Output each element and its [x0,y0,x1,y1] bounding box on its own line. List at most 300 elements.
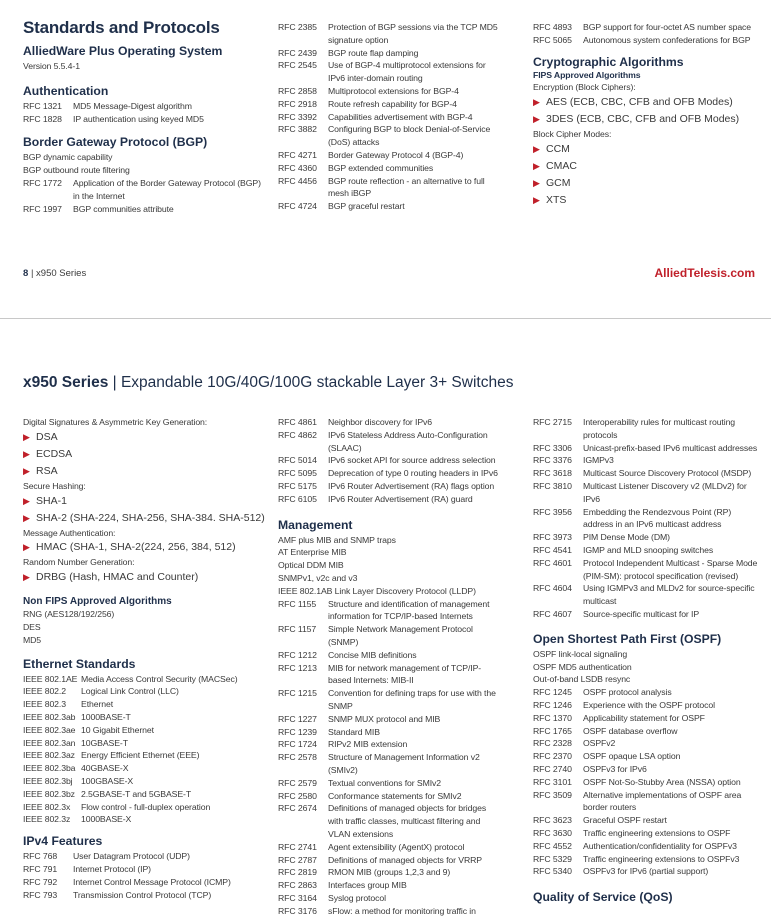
standard-row [23,711,268,724]
standard-text: 1000BASE-X [81,814,132,825]
standard-code: RFC 3164 [278,892,317,903]
standard-row [533,865,763,878]
standard-code: RFC 3973 [533,532,572,543]
standard-text: Unicast-prefix-based IPv6 multicast addresses [583,442,758,453]
standard-code: RFC 1212 [278,649,317,660]
series-subtitle: | Expandable 10G/40G/100G stackable Layer 3+ Switches [108,374,514,391]
standard-text: User Datagram Protocol (UDP) [73,851,190,862]
standard-row [278,59,498,85]
standard-row [278,85,498,98]
standard-text: Embedding the Rendezvous Point (RP) address in an IPv6 multicast address [583,506,732,530]
text-line: Optical DDM MIB [278,560,344,571]
hash-label: Secure Hashing: [23,480,86,491]
standard-text: BGP support for four-octet AS number space [583,22,752,32]
standard-code: RFC 5014 [278,455,317,466]
standard-code: RFC 1215 [278,688,317,699]
standard-text: Internet Protocol (IP) [73,863,151,874]
standard-code: RFC 1997 [23,203,62,214]
bullet-item [533,111,763,128]
standard-code: RFC 2580 [278,790,317,801]
standard-code: RFC 3810 [533,480,572,491]
qos-heading: Quality of Service (QoS) [533,890,673,905]
page2-col-mid [278,416,503,917]
standard-row [533,814,763,827]
standard-row [278,454,503,467]
page1-col-right [533,21,763,209]
standard-text: Conformance statements for SMIv2 [328,790,462,801]
standard-text: 100GBASE-X [81,775,134,786]
standard-code: RFC 1765 [533,725,572,736]
standard-code: RFC 4456 [278,175,317,186]
standard-code: RFC 5065 [533,34,572,45]
text-line: OSPF link-local signaling [533,648,628,659]
page1-col-mid [278,21,498,213]
standard-row [278,416,503,429]
ospf-list [533,686,763,878]
standard-row [533,416,763,442]
bullet-item [23,510,268,527]
bullet-item [23,463,268,480]
standard-code: RFC 3623 [533,815,572,826]
standard-row [278,98,498,111]
mgmt-list [278,598,503,917]
standard-code: RFC 2370 [533,751,572,762]
standard-row [278,123,498,149]
standard-code: RFC 2578 [278,752,317,763]
standard-row [278,649,503,662]
standard-code: RFC 1157 [278,624,317,635]
standard-code: RFC 2819 [278,867,317,878]
standard-text: Traffic engineering extensions to OSPF [583,827,731,838]
standard-row [278,905,503,917]
standard-row [23,737,268,750]
bullet-text: ECDSA [36,447,73,460]
standard-code: RFC 4541 [533,544,572,555]
standard-row [278,47,498,60]
standard-code: IEEE 802.3ae [23,724,76,735]
standard-text: IPv6 Router Advertisement (RA) guard [328,493,473,504]
standard-text: BGP extended communities [328,162,434,173]
standard-text: RMON MIB (groups 1,2,3 and 9) [328,867,451,878]
standard-text: OSPF Not-So-Stubby Area (NSSA) option [583,776,741,787]
standards-title: Standards and Protocols [23,18,220,37]
standard-code: RFC 1370 [533,712,572,723]
standard-code: RFC 2439 [278,47,317,58]
standard-text: IGMPv3 [583,455,614,466]
standard-text: Configuring BGP to block Denial-of-Service (DoS) attacks [328,124,491,148]
standard-text: IGMP and MLD snooping switches [583,544,714,555]
crypto-heading: Cryptographic Algorithms [533,54,684,69]
os-version: Version 5.5.4-1 [23,61,80,71]
standard-text: Standard MIB [328,726,380,737]
standard-text: 1000BASE-T [81,711,131,722]
standard-text: Multicast Source Discovery Protocol (MSDP) [583,468,752,479]
nonfips-line: MD5 [23,634,42,645]
ipv4-heading: IPv4 Features [23,834,103,849]
standard-text: Experience with the OSPF protocol [583,699,715,710]
standard-text: OSPFv3 for IPv6 [583,763,647,774]
standard-row [278,662,503,688]
standard-code: RFC 3630 [533,827,572,838]
standard-code: RFC 3392 [278,111,317,122]
standard-row [533,531,763,544]
standard-code: RFC 793 [23,889,58,900]
standard-code: RFC 2863 [278,880,317,891]
standard-code: RFC 1321 [23,100,62,111]
standard-text: Border Gateway Protocol 4 (BGP-4) [328,149,464,160]
standard-code: RFC 3956 [533,506,572,517]
standard-row [23,863,268,876]
auth-heading: Authentication [23,83,109,98]
bullet-text: AES (ECB, CBC, CFB and OFB Modes) [546,96,733,109]
standard-row [278,21,498,47]
standard-text: BGP communities attribute [73,203,174,214]
mgmt-heading: Management [278,517,353,532]
standard-code: RFC 1246 [533,699,572,710]
standard-row [23,801,268,814]
standard-code: RFC 4861 [278,417,317,427]
standard-code: RFC 2918 [278,98,317,109]
standard-row [278,493,503,506]
standard-row [278,854,503,867]
page-footer [23,268,86,279]
enc-label: Encryption (Block Ciphers): [533,82,636,93]
page2-col-right [533,416,763,906]
brand-link[interactable]: AlliedTelesis.com [654,266,755,280]
standard-row [23,749,268,762]
triangle-bullet-icon: ▶ [533,194,540,205]
standard-row [23,673,268,686]
standard-row [23,698,268,711]
msg-label: Message Authentication: [23,527,116,538]
standard-row [533,557,763,583]
standard-row [533,737,763,750]
standard-row [533,789,763,815]
sig-list [23,429,268,480]
standard-row [533,544,763,557]
text-line: AT Enterprise MIB [278,547,347,558]
standard-row [278,467,503,480]
bullet-item [533,158,763,175]
page-8 [0,0,771,318]
standard-code: RFC 2858 [278,85,317,96]
standard-text: Protocol Independent Multicast - Sparse Mode (PIM-SM): protocol specification (revised) [583,557,758,581]
standard-text: Protection of BGP sessions via the TCP MD5 signature option [328,22,498,45]
triangle-bullet-icon: ▶ [23,512,30,523]
bgp-heading: Border Gateway Protocol (BGP) [23,135,208,150]
standard-text: Definitions of managed objects for VRRP [328,854,483,865]
standard-row [533,467,763,480]
bullet-text: SHA-2 (SHA-224, SHA-256, SHA-384. SHA-512) [36,511,265,524]
standard-text: Concise MIB definitions [328,649,417,660]
standard-row [278,777,503,790]
standard-code: RFC 4601 [533,557,572,568]
bgp-rfc-list [278,21,498,213]
standard-code: RFC 2545 [278,60,317,71]
standard-code: RFC 4360 [278,162,317,173]
page-number: 8 [23,268,29,279]
triangle-bullet-icon: ▶ [23,465,30,476]
bullet-item [23,446,268,463]
standard-code: IEEE 802.3ab [23,711,76,722]
multicast-list [533,416,763,621]
hash-list [23,493,268,527]
standard-text: Syslog protocol [328,892,386,903]
standard-code: RFC 4893 [533,22,572,32]
standard-code: RFC 2385 [278,22,317,32]
bullet-item [533,175,763,192]
triangle-bullet-icon: ▶ [23,431,30,442]
standard-code: RFC 4862 [278,429,317,440]
standard-text: IP authentication using keyed MD5 [73,113,204,124]
text-line: Out-of-band LSDB resync [533,674,631,685]
standard-code: RFC 5095 [278,468,317,479]
standard-text: Neighbor discovery for IPv6 [328,417,433,427]
standard-text: BGP graceful restart [328,201,405,212]
standard-code: RFC 2741 [278,841,317,852]
bullet-text: GCM [546,176,571,189]
standard-row [23,775,268,788]
rng-list [23,569,268,586]
standard-text: Media Access Control Security (MACSec) [81,673,238,684]
standard-code: RFC 1227 [278,713,317,724]
eth-list [23,673,268,827]
triangle-bullet-icon: ▶ [23,542,30,553]
standard-code: IEEE 802.2 [23,686,66,697]
mgmt-lines [278,534,503,598]
standard-row [533,506,763,532]
standard-code: RFC 2787 [278,854,317,865]
standard-text: RIPv2 MIB extension [328,739,408,750]
triangle-bullet-icon: ▶ [533,114,540,125]
ipv4-list [23,850,268,901]
standard-code: IEEE 802.3az [23,750,75,761]
standard-row [278,738,503,751]
standard-row [533,608,763,621]
standard-row [278,598,503,624]
standard-text: OSPF protocol analysis [583,687,672,698]
triangle-bullet-icon: ▶ [533,97,540,108]
standard-code: RFC 4607 [533,608,572,619]
standard-code: RFC 4724 [278,201,317,212]
triangle-bullet-icon: ▶ [533,177,540,188]
standard-text: Textual conventions for SMIv2 [328,777,441,788]
standard-code: IEEE 802.3ba [23,763,76,774]
mode-list [533,141,763,209]
standard-text: Application of the Border Gateway Protocol (BGP) in the Internet [73,177,261,201]
nonfips-line: DES [23,621,41,632]
standard-code: RFC 2328 [533,738,572,749]
standard-code: RFC 1724 [278,739,317,750]
standard-text: Use of BGP-4 multiprotocol extensions for IPv6 inter-domain routing [328,60,486,84]
standard-code: RFC 3176 [278,905,317,916]
standard-text: OSPF opaque LSA option [583,751,681,762]
standard-row [533,725,763,738]
triangle-bullet-icon: ▶ [533,160,540,171]
standard-code: RFC 768 [23,851,58,862]
standard-text: Transmission Control Protocol (TCP) [73,889,212,900]
standard-code: RFC 6105 [278,493,317,504]
series-name: x950 Series [23,374,109,391]
standard-row [278,726,503,739]
standard-text: Interoperability rules for multicast routing protocols [583,417,736,440]
text-line: AMF plus MIB and SNMP traps [278,534,396,545]
standard-row [533,827,763,840]
standard-row [23,100,263,113]
standard-code: IEEE 802.1AE [23,673,78,684]
standard-code: RFC 792 [23,876,58,887]
standard-row [278,892,503,905]
standard-row [533,853,763,866]
standard-code: RFC 2674 [278,803,317,814]
standard-code: IEEE 802.3x [23,801,71,812]
standard-row [23,724,268,737]
standard-code: RFC 5340 [533,866,572,877]
triangle-bullet-icon: ▶ [533,143,540,154]
standard-row [23,813,268,826]
standard-code: RFC 3882 [278,124,317,135]
standard-row [278,802,503,840]
standard-code: IEEE 802.3 [23,699,66,710]
standard-text: IPv6 socket API for source address selection [328,455,496,466]
standard-text: MD5 Message-Digest algorithm [73,100,192,111]
standard-text: 10 Gigabit Ethernet [81,724,154,735]
bullet-text: 3DES (ECB, CBC, CFB and OFB Modes) [546,113,740,126]
triangle-bullet-icon: ▶ [23,572,30,583]
standard-text: Applicability statement for OSPF [583,712,705,723]
sig-label: Digital Signatures & Asymmetric Key Generation: [23,417,208,427]
standard-code: RFC 1155 [278,598,317,609]
triangle-bullet-icon: ▶ [23,448,30,459]
standard-text: 10GBASE-T [81,737,128,748]
standard-row [23,850,268,863]
standard-row [533,480,763,506]
standard-row [533,712,763,725]
standard-code: RFC 3509 [533,789,572,800]
bgp-rfc-list-2 [533,21,763,47]
standard-code: RFC 791 [23,863,58,874]
standard-text: MIB for network management of TCP/IP-based Internets: MIB-II [328,662,482,686]
standard-row [533,454,763,467]
bullet-item [23,569,268,586]
standard-code: IEEE 802.3bj [23,775,73,786]
standard-row [23,762,268,775]
standard-code: RFC 3618 [533,468,572,479]
standard-text: Energy Efficient Ethernet (EEE) [81,750,200,761]
nonfips-heading: Non FIPS Approved Algorithms [23,596,172,608]
standard-code: RFC 4552 [533,840,572,851]
triangle-bullet-icon: ▶ [23,495,30,506]
standard-row [23,889,268,902]
rng-label: Random Number Generation: [23,557,135,568]
standard-row [23,203,263,216]
page2-col-left [23,416,268,901]
standard-row [278,111,498,124]
ipv6-list [278,416,503,506]
bullet-text: SHA-1 [36,494,67,507]
bgp-list [23,177,263,215]
standard-text: Traffic engineering extensions to OSPFv3 [583,853,740,864]
bullet-item [533,94,763,111]
standard-code: RFC 1239 [278,726,317,737]
standard-code: RFC 4604 [533,583,572,594]
standard-code: RFC 3101 [533,776,572,787]
standard-row [278,866,503,879]
standard-text: OSPF database overflow [583,725,678,736]
standard-text: Alternative implementations of OSPF area border routers [583,789,742,813]
standard-text: Logical Link Control (LLC) [81,686,179,697]
eth-heading: Ethernet Standards [23,656,136,671]
standard-text: SNMP MUX protocol and MIB [328,713,441,724]
mode-label: Block Cipher Modes: [533,129,612,140]
standard-row [278,879,503,892]
standard-code: RFC 1213 [278,662,317,673]
bullet-item [533,192,763,209]
standard-text: Interfaces group MIB [328,880,407,891]
standard-text: Convention for defining traps for use with the SNMP [328,688,496,711]
bullet-text: RSA [36,464,58,477]
standard-row [278,790,503,803]
footer-series: | x950 Series [30,268,87,279]
standard-code: RFC 2740 [533,763,572,774]
auth-list [23,100,263,126]
standard-row [533,21,763,34]
os-heading: AlliedWare Plus Operating System [23,44,223,58]
standard-row [278,751,503,777]
standard-code: RFC 5329 [533,853,572,864]
standard-code: RFC 4271 [278,149,317,160]
standard-row [533,686,763,699]
standard-text: Ethernet [81,699,114,710]
standard-text: Structure and identification of management information for TCP/IP-based Internets [328,598,490,622]
standard-text: sFlow: a method for monitoring traffic in [328,905,476,916]
standard-code: RFC 1245 [533,687,572,698]
standard-text: Authentication/confidentiality for OSPFv3 [583,840,737,851]
standard-code: RFC 3376 [533,455,572,466]
standard-code: IEEE 802.3an [23,737,76,748]
standard-text: Graceful OSPF restart [583,815,667,826]
text-line: OSPF MD5 authentication [533,661,632,672]
standard-text: Definitions of managed objects for bridges with traffic classes, multicast filtering and VLAN extensions [328,803,487,839]
standard-text: Capabilities advertisement with BGP-4 [328,111,473,122]
standard-row [533,699,763,712]
standard-text: Simple Network Management Protocol (SNMP) [328,624,473,647]
standard-row [278,149,498,162]
standard-text: BGP route flap damping [328,47,419,58]
bullet-item [23,429,268,446]
msg-list [23,539,268,556]
bgp-line: BGP outbound route filtering [23,165,130,176]
standard-code: IEEE 802.3bz [23,788,75,799]
enc-list [533,94,763,128]
standard-row [533,840,763,853]
standard-text: IPv6 Router Advertisement (RA) flags option [328,480,495,491]
page-title [23,374,513,392]
bgp-line: BGP dynamic capability [23,152,113,163]
standard-code: RFC 1772 [23,177,62,188]
standard-text: OSPFv3 for IPv6 (partial support) [583,866,709,877]
standard-text: OSPFv2 [583,738,616,749]
standard-text: Internet Control Message Protocol (ICMP) [73,876,231,887]
bullet-text: DRBG (Hash, HMAC and Counter) [36,571,199,584]
standard-code: RFC 3306 [533,442,572,453]
standard-row [533,442,763,455]
bullet-text: CMAC [546,159,577,172]
bullet-text: DSA [36,430,58,443]
standard-row [23,788,268,801]
page1-col-left [23,18,263,215]
standard-row [533,776,763,789]
